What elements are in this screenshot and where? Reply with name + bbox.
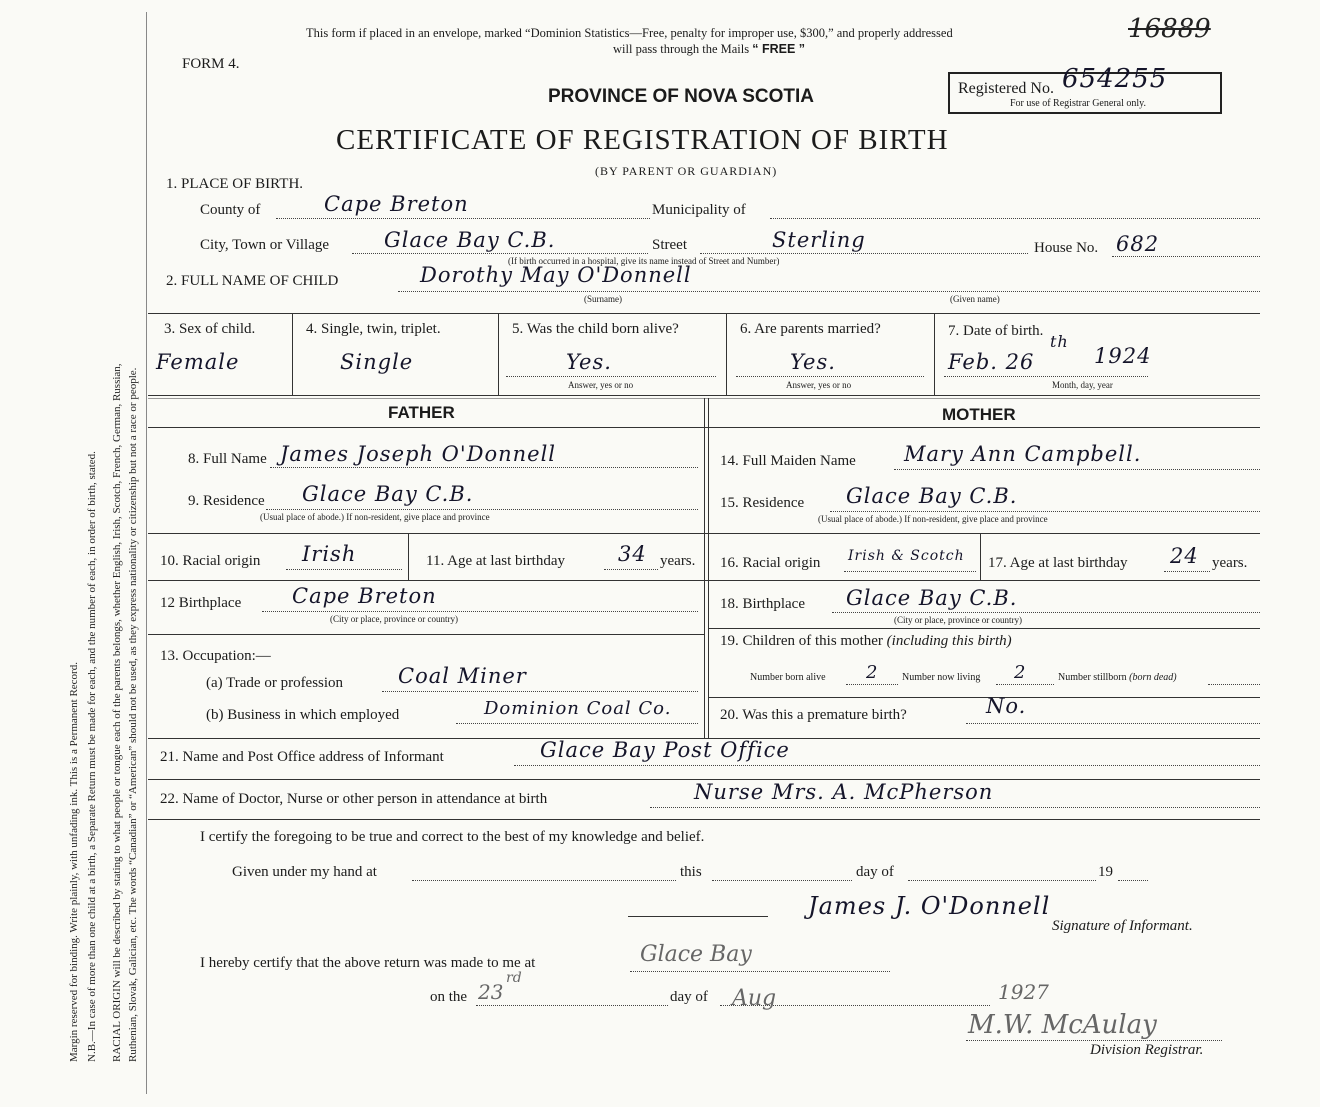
stillborn-label-text: Number stillborn — [1058, 672, 1127, 683]
father-age-unit: years. — [660, 553, 696, 569]
mother-birthplace-value: Glace Bay C.B. — [846, 586, 1018, 610]
rule-c — [148, 427, 1260, 428]
rule-d — [148, 533, 1260, 534]
county-label: County of — [200, 202, 261, 218]
mother-residence-value: Glace Bay C.B. — [846, 484, 1018, 508]
father-residence-note: (Usual place of abode.) If non-resident, give place and province — [260, 512, 490, 522]
municipality-line — [770, 218, 1260, 219]
registrar-signature: M.W. McAulay — [968, 1010, 1157, 1040]
informant-label: 21. Name and Post Office address of Informant — [160, 749, 444, 765]
mother-residence-note: (Usual place of abode.) If non-resident, give place and province — [818, 514, 1048, 524]
business-value: Dominion Coal Co. — [484, 698, 672, 719]
father-age-value: 34 — [618, 542, 647, 566]
certificate-title: CERTIFICATE OF REGISTRATION OF BIRTH — [336, 124, 949, 156]
rule-a — [148, 313, 1260, 314]
mother-racial-line — [844, 571, 976, 572]
father-name-value: James Joseph O'Donnell — [280, 442, 557, 466]
registrar-day: 23 — [478, 980, 504, 1004]
mother-name-line — [894, 469, 1260, 470]
attendant-line — [650, 807, 1260, 808]
plurality-label: 4. Single, twin, triplet. — [306, 321, 441, 337]
dob-label: 7. Date of birth. — [948, 323, 1044, 339]
father-birthplace-line — [262, 611, 698, 612]
sex-label: 3. Sex of child. — [164, 321, 256, 337]
given-label: Given under my hand at — [232, 864, 377, 880]
stillborn-line — [1208, 684, 1260, 685]
stillborn-label — [1058, 672, 1177, 683]
year-line — [1118, 880, 1148, 881]
registration-label: Registered No. — [958, 80, 1054, 97]
house-line — [1112, 256, 1260, 257]
mother-age-line — [1164, 571, 1210, 572]
rule-v2 — [498, 313, 499, 395]
registration-note: For use of Registrar General only. — [1010, 98, 1146, 109]
children-label — [720, 633, 1012, 650]
dob-value: Feb. 26 — [948, 350, 1035, 374]
registrar-on-label: on the — [430, 989, 468, 1005]
county-line — [276, 218, 650, 219]
informant-value: Glace Bay Post Office — [540, 738, 790, 762]
child-name-value: Dorothy May O'Donnell — [420, 263, 692, 287]
rule-v4 — [934, 313, 935, 395]
father-birthplace-note: (City or place, province or country) — [330, 614, 458, 624]
day-of-label: day of — [856, 864, 894, 880]
married-label: 6. Are parents married? — [740, 321, 881, 337]
mother-birthplace-note: (City or place, province or country) — [894, 615, 1022, 625]
mail-free: “ FREE ” — [752, 42, 806, 56]
mother-residence-label: 15. Residence — [720, 495, 805, 511]
trade-value: Coal Miner — [398, 664, 527, 688]
rule-e — [148, 580, 1260, 581]
children-label-note: (including this birth) — [886, 633, 1012, 649]
center-divider-1 — [704, 398, 705, 738]
mother-name-label: 14. Full Maiden Name — [720, 453, 856, 469]
seal-line — [628, 916, 768, 917]
child-name-line — [398, 291, 1260, 292]
attendant-value: Nurse Mrs. A. McPherson — [694, 780, 994, 804]
year-prefix: 19 — [1098, 864, 1113, 880]
mother-birthplace-label: 18. Birthplace — [720, 596, 805, 612]
mail-notice-text: will pass through the Mails — [613, 42, 750, 56]
children-label-text: 19. Children of this mother — [720, 633, 883, 649]
father-name-line — [270, 467, 698, 468]
rule-j — [148, 819, 1260, 820]
mail-notice-line1: This form if placed in an envelope, marked “Dominion Statistics—Free, penalty for improper use, $300,” and properly addressed — [306, 26, 953, 40]
registrar-title: Division Registrar. — [1090, 1042, 1204, 1058]
married-note: Answer, yes or no — [786, 380, 852, 390]
attendant-label: 22. Name of Doctor, Nurse or other person in attendance at birth — [160, 791, 548, 807]
street-value: Sterling — [772, 228, 866, 252]
margin-note-3: RACIAL ORIGIN will be described by stating to what people or tongue each of the parents belongs, whether English, Irish, Scotch, French, German, Russian, — [111, 363, 123, 1062]
registrar-place-line — [630, 971, 890, 972]
county-value: Cape Breton — [324, 192, 469, 216]
registrar-statement: I hereby certify that the above return was made to me at — [200, 955, 536, 971]
dob-note: Month, day, year — [1052, 380, 1113, 390]
this-line — [712, 880, 852, 881]
margin-rule — [146, 12, 147, 1094]
premature-label: 20. Was this a premature birth? — [720, 707, 907, 723]
born-alive-value: 2 — [866, 662, 879, 683]
registrar-month: Aug — [732, 986, 777, 1011]
struck-number: 16889 — [1128, 14, 1211, 44]
surname-note: (Surname) — [584, 294, 622, 304]
mother-name-value: Mary Ann Campbell. — [904, 442, 1142, 466]
street-line — [700, 253, 1028, 254]
day-of-line — [908, 880, 1096, 881]
father-racial-divider — [408, 533, 409, 580]
alive-line — [506, 376, 716, 377]
margin-note-1: Margin reserved for binding. Write plainly, with unfading ink. This is a Permanent Record. — [68, 662, 80, 1062]
informant-signature-label: Signature of Informant. — [1052, 918, 1193, 934]
born-alive-line — [846, 684, 898, 685]
trade-line — [382, 691, 698, 692]
margin-note-2: N.B.—In case of more than one child at a birth, a Separate Return must be made for each, and the number of each, in order of birth, stated. — [86, 451, 98, 1062]
city-value: Glace Bay C.B. — [384, 228, 556, 252]
father-heading: FATHER — [388, 403, 455, 422]
father-residence-line — [266, 509, 698, 510]
informant-signature: James J. O'Donnell — [808, 892, 1051, 920]
dob-suffix: th — [1050, 332, 1069, 351]
plurality-value: Single — [340, 350, 414, 374]
municipality-label: Municipality of — [652, 202, 746, 218]
rule-v1 — [292, 313, 293, 395]
now-living-line — [996, 684, 1054, 685]
father-birthplace-label: 12 Birthplace — [160, 595, 242, 611]
place-of-birth-heading: 1. PLACE OF BIRTH. — [166, 176, 304, 192]
province-heading: PROVINCE OF NOVA SCOTIA — [548, 86, 815, 107]
trade-label: (a) Trade or profession — [206, 675, 344, 691]
city-label: City, Town or Village — [200, 237, 330, 253]
mother-residence-line — [830, 511, 1260, 512]
father-age-line — [604, 569, 658, 570]
alive-value: Yes. — [566, 350, 612, 374]
father-racial-line — [286, 569, 402, 570]
registrar-year: 1927 — [998, 980, 1049, 1004]
registrar-day-suffix: rd — [506, 970, 522, 986]
registration-number: 654255 — [1062, 64, 1168, 94]
stillborn-label-note: (born dead) — [1129, 672, 1177, 683]
registrar-day-of-label: day of — [670, 989, 708, 1005]
mother-racial-divider — [980, 533, 981, 580]
registrar-place: Glace Bay — [640, 942, 752, 967]
rule-v3 — [726, 313, 727, 395]
certificate-subtitle: (BY PARENT OR GUARDIAN) — [595, 164, 778, 178]
born-alive-label: Number born alive — [750, 672, 826, 683]
center-divider-2 — [708, 398, 709, 738]
informant-line — [514, 765, 1260, 766]
rule-g-right — [708, 697, 1260, 698]
mother-age-value: 24 — [1170, 544, 1199, 568]
mother-racial-label: 16. Racial origin — [720, 555, 821, 571]
mother-age-unit: years. — [1212, 555, 1248, 571]
father-birthplace-value: Cape Breton — [292, 584, 437, 608]
sex-value: Female — [156, 350, 240, 374]
father-racial-value: Irish — [302, 542, 357, 566]
father-residence-label: 9. Residence — [188, 493, 265, 509]
now-living-label: Number now living — [902, 672, 981, 683]
given-name-note: (Given name) — [950, 294, 1000, 304]
premature-line — [966, 723, 1260, 724]
rule-f-left — [148, 634, 704, 635]
city-line — [352, 253, 648, 254]
alive-note: Answer, yes or no — [568, 380, 634, 390]
father-name-label: 8. Full Name — [188, 451, 267, 467]
margin-note-4: Ruthenian, Slovak, Galician, etc. The words “Canadian” or “American” should not be used, as they express nationality or citizenship but not a race or people. — [127, 367, 139, 1062]
street-label: Street — [652, 237, 687, 253]
premature-value: No. — [986, 694, 1027, 718]
mother-heading: MOTHER — [942, 405, 1016, 424]
married-value: Yes. — [790, 350, 836, 374]
child-name-label: 2. FULL NAME OF CHILD — [166, 273, 339, 289]
registrar-day-line — [476, 1005, 668, 1006]
rule-f-right — [708, 628, 1260, 629]
father-residence-value: Glace Bay C.B. — [302, 482, 474, 506]
mother-age-label: 17. Age at last birthday — [988, 555, 1128, 571]
house-value: 682 — [1116, 232, 1160, 256]
business-label: (b) Business in which employed — [206, 707, 400, 723]
father-racial-label: 10. Racial origin — [160, 553, 261, 569]
certify-statement: I certify the foregoing to be true and correct to the best of my knowledge and belief. — [200, 829, 705, 845]
business-line — [456, 723, 698, 724]
mail-notice-line2 — [613, 42, 805, 57]
father-age-label: 11. Age at last birthday — [426, 553, 565, 569]
form-number: FORM 4. — [182, 56, 240, 72]
dob-year: 1924 — [1094, 344, 1152, 368]
mother-birthplace-line — [832, 612, 1260, 613]
dob-line — [944, 376, 1148, 377]
this-label: this — [680, 864, 702, 880]
married-line — [736, 376, 924, 377]
registrar-signature-line — [966, 1040, 1222, 1041]
house-label: House No. — [1034, 240, 1099, 256]
given-place-line — [412, 880, 676, 881]
now-living-value: 2 — [1014, 662, 1027, 683]
mother-racial-value: Irish & Scotch — [848, 548, 965, 564]
hospital-note: (If birth occurred in a hospital, give its name instead of Street and Number) — [508, 256, 780, 266]
alive-label: 5. Was the child born alive? — [512, 321, 679, 337]
rule-b — [148, 395, 1260, 396]
occupation-label: 13. Occupation:— — [160, 648, 271, 664]
